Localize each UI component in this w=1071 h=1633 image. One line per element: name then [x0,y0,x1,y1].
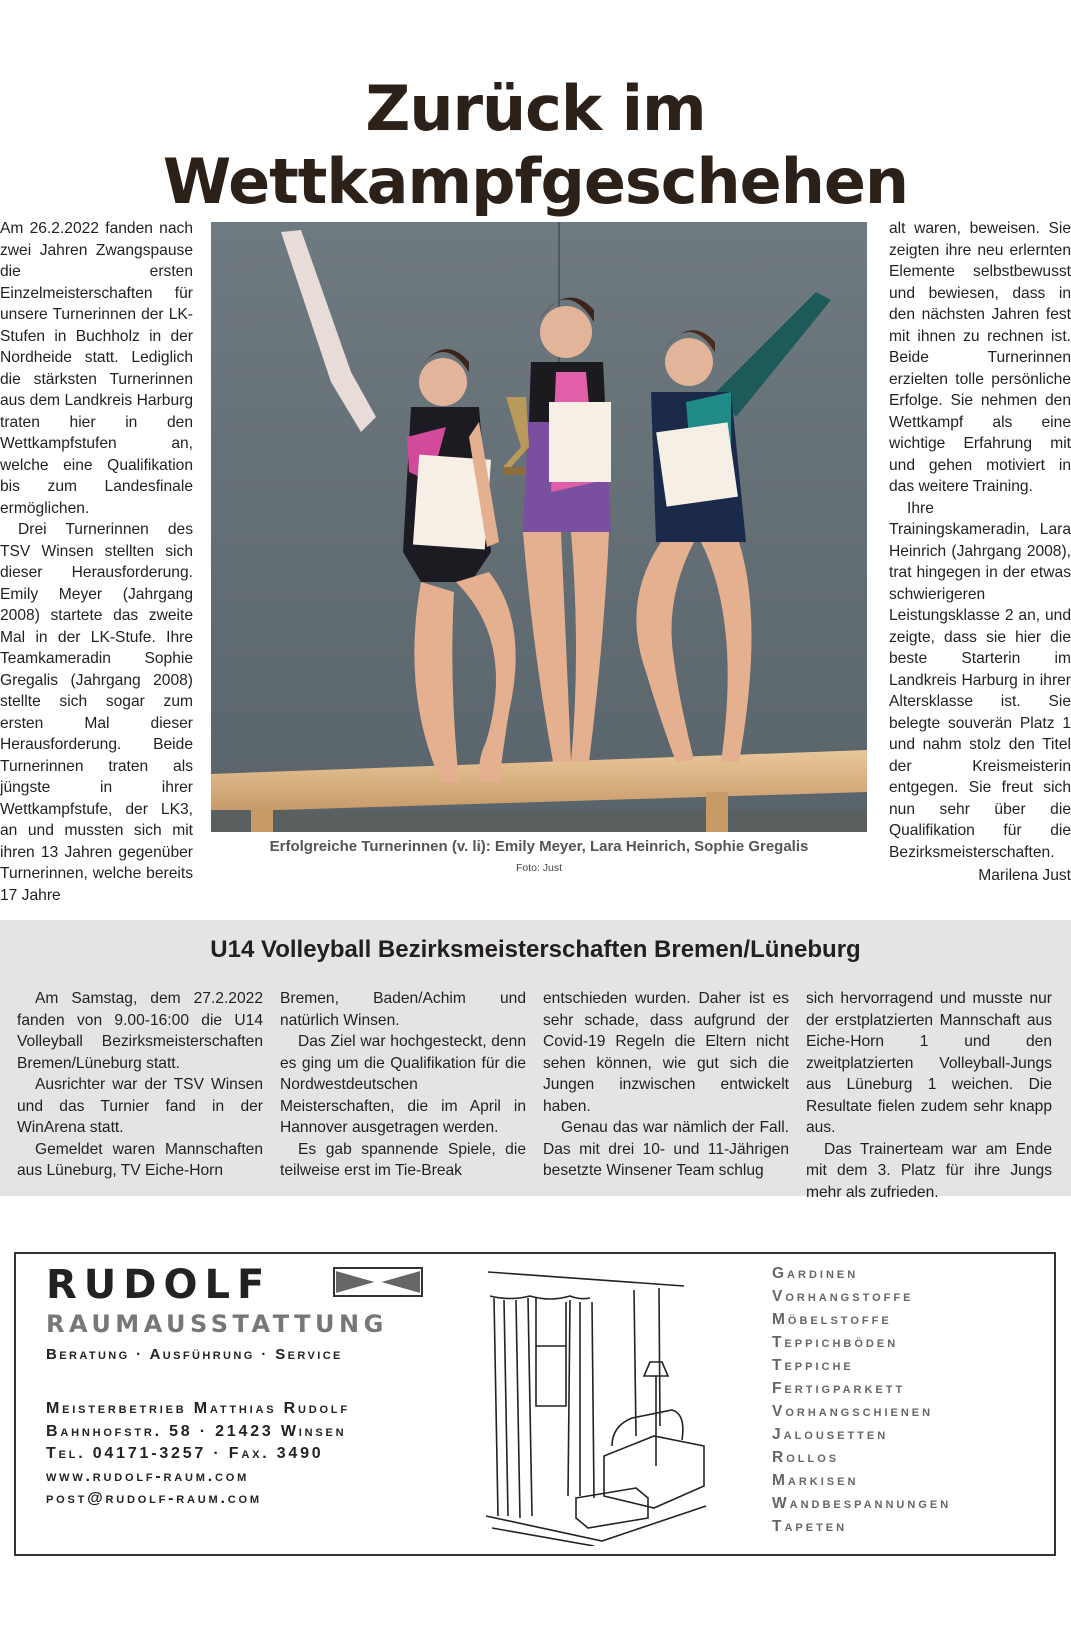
ad-product-item: Vorhangstoffe [772,1288,914,1305]
ad-product-item: Gardinen [772,1265,859,1282]
ad-product-item: Vorhangschienen [772,1403,934,1420]
author: Marilena Just [978,867,1071,884]
ad-product-item: Wandbespannungen [772,1495,952,1512]
ad-contact-line: Tel. 04171-3257 · Fax. 3490 [46,1445,324,1462]
article-photo [211,222,867,832]
paragraph: alt waren, beweisen. Sie zeigten ihre neu erlernten Elemente selbstbewusst und bewiesen, dass in den nächsten Jahren fest mit ihnen zu rechnen ist. Beide Turnerinnen erzielten tolle persönliche Erfolge. Sie nehmen den Wettkampf als eine wichtige Erfahrung mit und gehen motiviert in das weitere Training. [889,220,1071,495]
article-left-column [0,218,193,906]
ad-product-item: Tapeten [772,1518,848,1535]
paragraph: Bremen, Baden/Achim und natürlich Winsen. [280,990,526,1029]
ad-product-item: Rollos [772,1449,840,1466]
paragraph: Am 26.2.2022 fanden nach zwei Jahren Zwangspause die ersten Einzelmeisterschaften für unsere Turnerinnen der LK-Stufen in Buchholz in der Nordheide statt. Lediglich die stärksten Turnerinnen aus dem Landkreis Harburg traten hier in den Wettkampfstufen an, welche eine Qualifikation bis zum Landesfinale ermöglichen. [0,220,193,517]
ad-product-item: Markisen [772,1472,859,1489]
volleyball-column-1 [17,988,263,1182]
volleyball-column-3 [543,988,789,1182]
paragraph: Am Samstag, dem 27.2.2022 fanden von 9.00-16:00 die U14 Volleyball Bezirksmeisterschaften Bremen/Lüneburg statt. [17,990,263,1072]
paragraph: entschieden wurden. Daher ist es sehr schade, dass aufgrund der Covid-19 Regeln die Eltern nicht sehen können, wie gut sich die Jungen inzwischen entwickelt haben. [543,990,789,1115]
paragraph: Das Ziel war hochgesteckt, denn es ging um die Qualifikation für die Nordwestdeutschen Meisterschaften, die im April in Hannover ausgetragen werden. [280,1033,526,1136]
paragraph: Ihre Trainingskameradin, Lara Heinrich (Jahrgang 2008), trat hingegen in der etwas schwierigeren Leistungsklasse 2 an, und zeigte, dass sie hier die beste Starterin im Landkreis Harburg in ihrer Altersklasse ist. Sie belegte souverän Platz 1 und nahm stolz den Titel der Kreismeisterin entgegen. Sie freut sich nun sehr über die Qualifikation für die Bezirksmeisterschaften. [889,499,1071,861]
room-sketch-illustration [484,1266,708,1546]
photo-caption: Erfolgreiche Turnerinnen (v. li): Emily Meyer, Lara Heinrich, Sophie Gregalis [269,838,809,855]
ad-product-item: Teppiche [772,1357,854,1374]
ad-contact-line: Meisterbetrieb Matthias Rudolf [46,1400,350,1417]
article-right-column [889,218,1071,887]
paragraph: Ausrichter war der TSV Winsen und das Turnier fand in der WinArena statt. [17,1076,263,1136]
ad-contact-line: Bahnhofstr. 58 · 21423 Winsen [46,1422,347,1440]
paragraph: sich hervorragend und musste nur der erstplatzierten Mannschaft aus Eiche-Horn 1 und den zweitplatzierten Volleyball-Jungs aus Lüneburg 1 weichen. Die Resultate fielen zudem sehr knapp aus. [806,990,1052,1136]
ad-product-item: Fertigparkett [772,1380,906,1397]
photo-credit: Foto: Just [515,862,563,874]
rudolf-logo-icon [332,1266,424,1298]
volleyball-headline: U14 Volleyball Bezirksmeisterschaften Bremen/Lüneburg [210,936,861,963]
ad-product-item: Möbelstoffe [772,1311,892,1328]
paragraph: Drei Turnerinnen des TSV Winsen stellten sich dieser Herausforderung. Emily Meyer (Jahrgang 2008) startete das zweite Mal in der LK-Stufe. Ihre Teamkameradin Sophie Gregalis (Jahrgang 2008) stellte sich sogar zum ersten Mal dieser Herausforderung. Beide Turnerinnen traten als jüngste in ihrer Wettkampfstufe, der LK3, an und mussten sich mit ihren 13 Jahren gegenüber Turnerinnen, welche bereits 17 Jahre [0,521,193,904]
ad-contact-block [46,1398,350,1511]
paragraph: Es gab spannende Spiele, die teilweise erst im Tie-Break [280,1140,526,1179]
paragraph: Genau das war nämlich der Fall. Das mit drei 10- und 11-Jährigen besetzte Winsener Team schlug [543,1119,789,1179]
advertisement [14,1252,1056,1556]
paragraph: Gemeldet waren Mannschaften aus Lüneburg, TV Eiche-Horn [17,1140,263,1179]
ad-contact-line: www.rudolf-raum.com [46,1467,250,1485]
ad-product-item: Teppichböden [772,1334,899,1351]
article-headline: Zurück im Wettkampfgeschehen [162,72,909,218]
ad-company-subtitle: RAUMAUSSTATTUNG [46,1310,388,1338]
volleyball-column-2 [280,988,526,1182]
volleyball-column-4 [806,988,1052,1203]
gymnasts-photo-illustration [211,222,867,832]
ad-product-item: Jalousetten [772,1426,889,1443]
ad-product-list [772,1262,951,1538]
ad-company-name: RUDOLF [46,1262,272,1308]
ad-tagline: Beratung · Ausführung · Service [46,1346,343,1363]
ad-contact-line: post@rudolf-raum.com [46,1490,262,1507]
paragraph: Das Trainerteam war am Ende mit dem 3. Platz für ihre Jungs mehr als zufrieden. [806,1140,1052,1201]
